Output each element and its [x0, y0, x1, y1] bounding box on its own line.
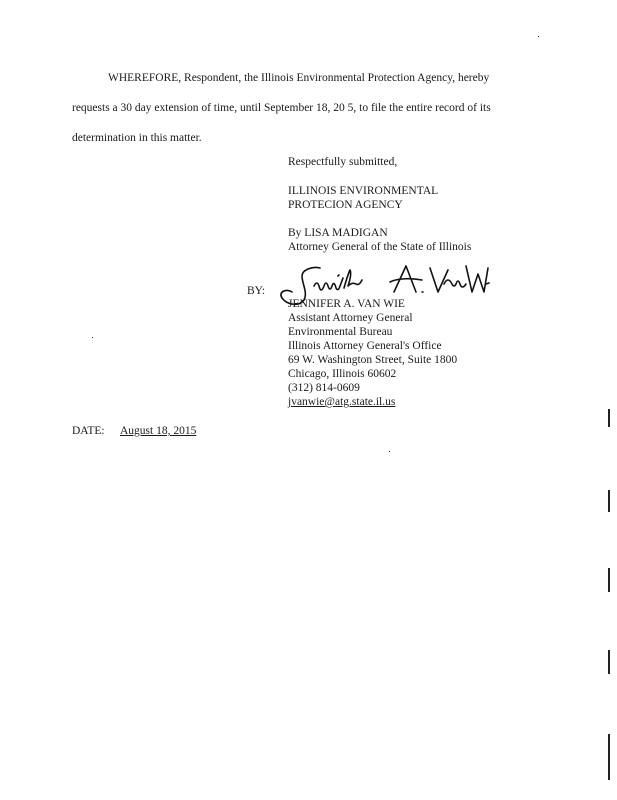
scan-speck	[538, 36, 539, 37]
closing: Respectfully submitted,	[288, 156, 398, 168]
scan-edge-mark	[608, 409, 610, 427]
body-line-2: requests a 30 day extension of time, until September 18, 20 5, to file the entire record of its	[72, 102, 491, 114]
scan-speck	[92, 337, 93, 338]
city-address: Chicago, Illinois 60602	[288, 368, 397, 380]
signature-stroke-wie	[466, 266, 489, 292]
scan-edge-mark	[608, 650, 610, 674]
street-address: 69 W. Washington Street, Suite 1800	[288, 354, 458, 366]
body-line-1: WHEREFORE, Respondent, the Illinois Environmental Protection Agency, hereby	[108, 72, 490, 84]
email-link[interactable]: jvanwie@atg.state.il.us	[288, 396, 396, 408]
signer-title: Assistant Attorney General	[288, 312, 413, 324]
scan-edge-mark	[608, 734, 610, 780]
phone: (312) 814-0609	[288, 382, 360, 394]
body-line-3: determination in this matter.	[72, 132, 202, 144]
scan-edge-mark	[608, 490, 610, 512]
signature-stroke-initial	[390, 266, 423, 292]
by-line: By LISA MADIGAN	[288, 227, 388, 239]
date-value: August 18, 2015	[120, 425, 197, 437]
scan-speck	[389, 451, 390, 452]
by-label: BY:	[247, 285, 266, 297]
signature-stroke-first-name	[314, 270, 362, 290]
signer-name: JENNIFER A. VAN WIE	[288, 298, 405, 310]
office: Illinois Attorney General's Office	[288, 340, 442, 352]
agency-name-line-2: PROTECION AGENCY	[288, 199, 403, 211]
scan-edge-mark	[608, 568, 610, 592]
signature-stroke-van	[430, 268, 466, 292]
attorney-general-title: Attorney General of the State of Illinois	[288, 241, 472, 253]
agency-name-line-1: ILLINOIS ENVIRONMENTAL	[288, 185, 439, 197]
date-label: DATE:	[72, 425, 105, 437]
bureau: Environmental Bureau	[288, 326, 393, 338]
